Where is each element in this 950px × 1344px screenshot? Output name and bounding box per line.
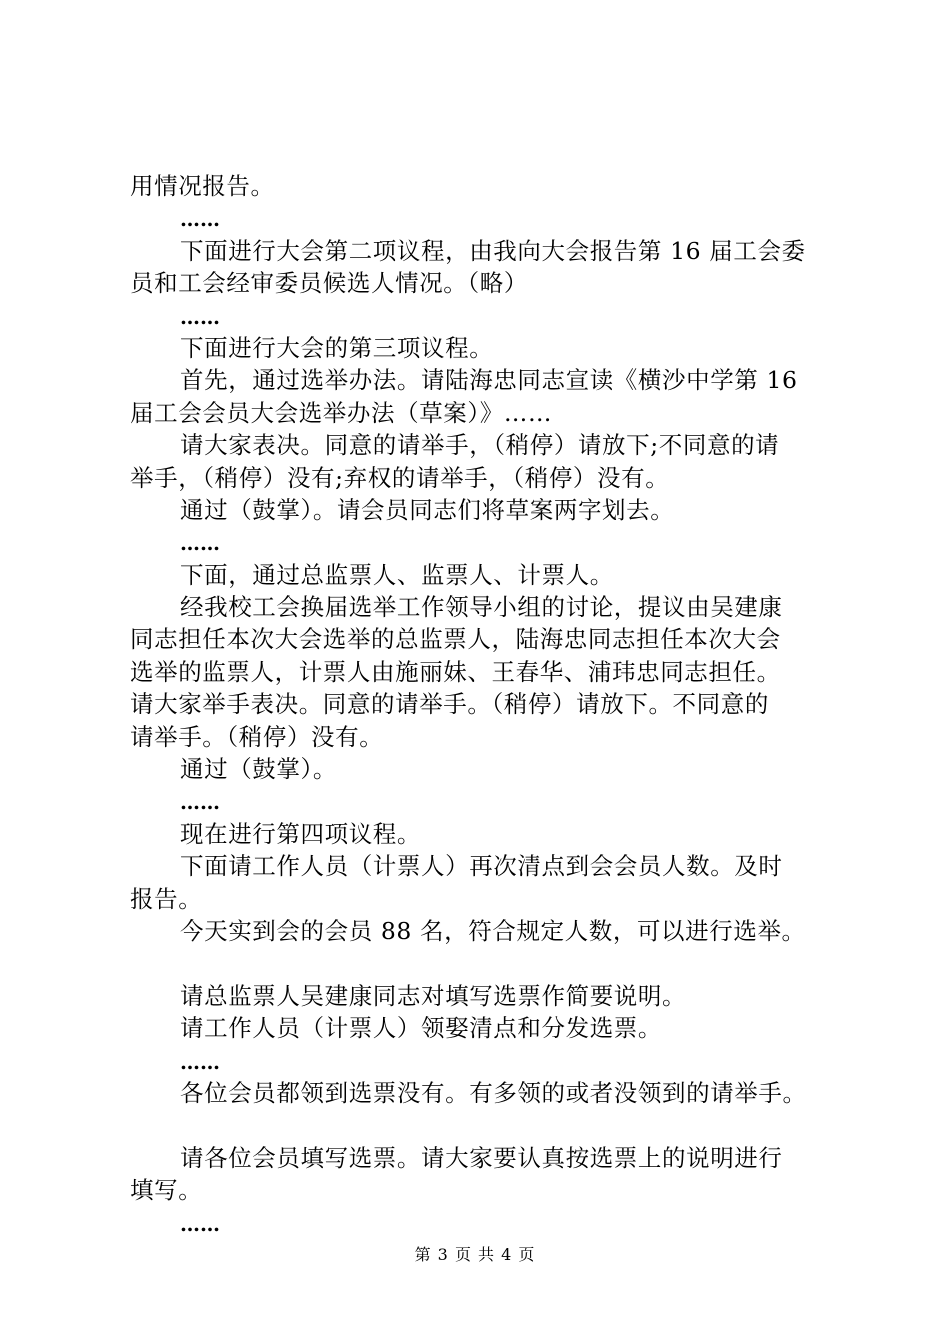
text-line: 报告。 [130,884,203,913]
text-line: 届工会会员大会选举办法（草案）》…… [130,398,553,427]
text-line: 举手，（稍停）没有;弃权的请举手，（稍停）没有。 [130,463,670,492]
page-footer: 第 3 页 共 4 页 [414,1245,536,1264]
text-line: 员和工会经审委员候选人情况。（略） [130,269,528,298]
text-line: 选举的监票人，计票人由施丽妹、王春华、浦玮忠同志担任。 [130,657,781,686]
text-line: 下面进行大会第二项议程，由我向大会报告第 16 届工会委 [180,236,806,265]
text-line: 通过（鼓掌）。 [180,755,337,784]
text-line: 首先，通过选举办法。请陆海忠同志宣读《横沙中学第 16 [180,366,798,395]
document-body [130,170,850,1239]
ellipsis-text: …… [180,1211,220,1236]
text-line: 经我校工会换届选举工作领导小组的讨论，提议由吴建康 [180,593,783,622]
text-line: 请总监票人吴建康同志对填写选票作简要说明。 [180,981,687,1010]
text-line: 今天实到会的会员 88 名，符合规定人数，可以进行选举。 [180,916,806,945]
ellipsis-text: …… [180,304,220,329]
blank-line [130,947,850,979]
ellipsis-text: …… [180,531,220,556]
ellipsis-line [130,785,850,817]
text-line: 用情况报告。 [130,172,275,200]
text-line: 下面进行大会的第三项议程。 [180,333,494,362]
blank-line [130,1109,850,1141]
ellipsis-text: …… [180,1049,220,1074]
ellipsis-line [130,202,850,234]
text-line: 各位会员都领到选票没有。有多领的或者没领到的请举手。 [180,1078,807,1107]
ellipsis-line [130,526,850,558]
text-line: 请大家表决。同意的请举手，（稍停）请放下;不同意的请 [180,431,780,460]
ellipsis-text: …… [180,790,220,815]
ellipsis-line [130,1045,850,1077]
text-line: 填写。 [130,1176,203,1205]
text-line: 现在进行第四项议程。 [180,819,421,848]
text-line: 请举手。（稍停）没有。 [130,722,384,751]
text-line: 请各位会员填写选票。请大家要认真按选票上的说明进行 [180,1143,783,1172]
text-line: 请大家举手表决。同意的请举手。（稍停）请放下。不同意的 [130,690,769,719]
ellipsis-line [130,300,850,332]
text-line: 请工作人员（计票人）领娶清点和分发选票。 [180,1014,662,1043]
text-line: 下面，通过总监票人、监票人、计票人。 [180,560,614,589]
text-line: 通过（鼓掌）。请会员同志们将草案两字划去。 [180,495,675,524]
ellipsis-line [130,1207,850,1239]
ellipsis-text: …… [180,207,220,232]
text-line: 同志担任本次大会选举的总监票人，陆海忠同志担任本次大会 [130,625,781,654]
text-line: 下面请工作人员（计票人）再次清点到会会员人数。及时 [180,852,783,881]
